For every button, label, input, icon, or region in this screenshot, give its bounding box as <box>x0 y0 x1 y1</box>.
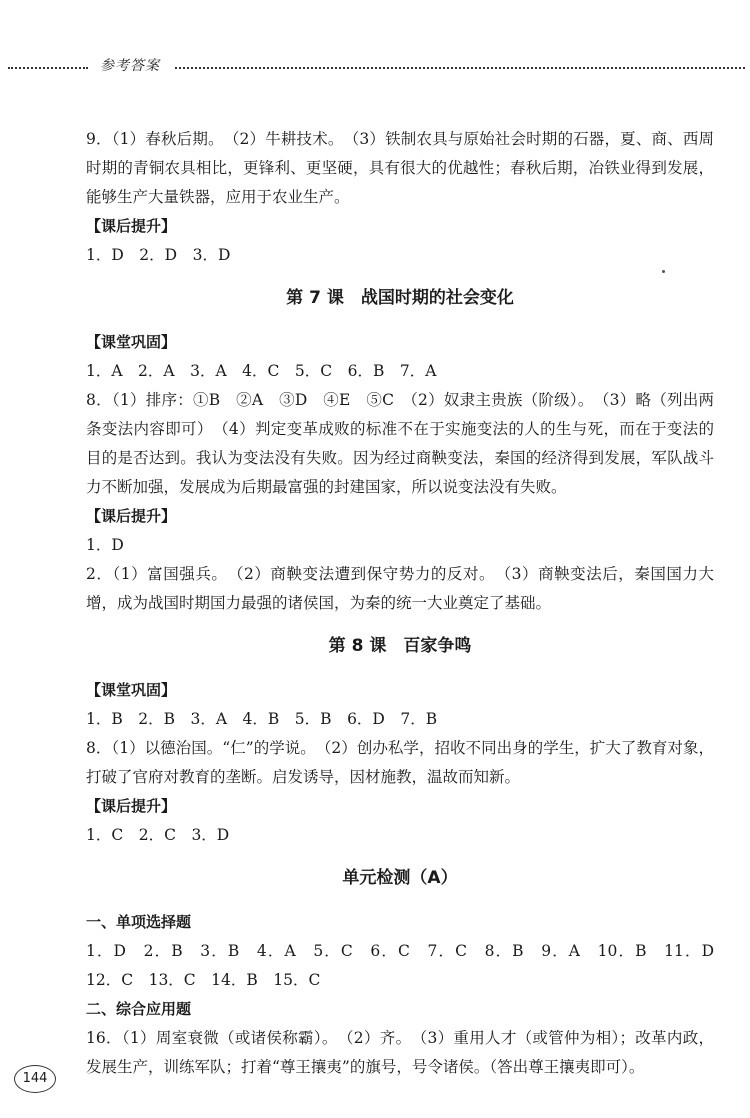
answer-paragraph: 8．（1）以德治国。“仁”的学说。 （2）创办私学，招收不同出身的学生，扩大了教育对象，打破了官府对教育的垄断。启发诱导，因材施教，温故而知新。 <box>86 739 714 786</box>
answer-paragraph: 1．D 2．B 3．B 4．A 5．C 6．C 7．C 8．B 9．A 10．B 11．D 12．C 13．C 14．B 15．C <box>86 942 730 989</box>
answer-line: 1．D 2．D 3．D <box>86 246 231 264</box>
answer-line: 1．A 2．A 3．A 4．C 5．C 6．B 7．A <box>86 362 437 380</box>
lesson-title: 第 8 课 百家争鸣 <box>328 636 472 656</box>
header-dotted-rule-right <box>175 67 745 69</box>
answer-content <box>86 125 730 1082</box>
answer-line: 1．D <box>86 536 124 554</box>
section-heading: 【课后提升】 <box>86 217 177 235</box>
header-title: 参考答案 <box>100 58 160 74</box>
section-heading: 【课后提升】 <box>86 507 177 525</box>
answer-line: 1．B 2．B 3．A 4．B 5．B 6．D 7．B <box>86 710 438 728</box>
answer-line: 1．C 2．C 3．D <box>86 826 230 844</box>
answer-paragraph: 8．（1）排序：①B ②A ③D ④E ⑤C （2）奴隶主贵族（阶级）。 （3）略（列出两条变法内容即可） （4）判定变革成败的标准不在于实施变法的人的生与死，而在于变法的目的是否达到。我认为变法没有失败。因为经过商鞅变法，秦国的经济得到发展，军队战斗力不断加强，发展成为后期最富强的封建国家，所以说变法没有失败。 <box>86 391 714 496</box>
section-heading: 一、单项选择题 <box>86 913 192 931</box>
section-heading: 二、综合应用题 <box>86 1000 192 1018</box>
lesson-title: 第 7 课 战国时期的社会变化 <box>286 288 514 308</box>
answer-paragraph: 16．（1）周室衰微（或诸侯称霸）。 （2）齐。 （3）重用人才（或管仲为相）；改革内政，发展生产，训练军队；打着“尊王攘夷”的旗号，号令诸侯。（答出尊王攘夷即可）。 <box>86 1029 714 1076</box>
header-dotted-rule-left <box>8 67 88 69</box>
lesson-title: 单元检测（A） <box>342 868 458 888</box>
page-header <box>0 55 750 75</box>
section-heading: 【课堂巩固】 <box>86 333 177 351</box>
page-number: 144 <box>14 1065 56 1093</box>
answer-paragraph: 2．（1）富国强兵。 （2）商鞅变法遭到保守势力的反对。 （3）商鞅变法后，秦国国力大增，成为战国时期国力最强的诸侯国，为秦的统一大业奠定了基础。 <box>86 565 714 612</box>
section-heading: 【课堂巩固】 <box>86 681 177 699</box>
section-heading: 【课后提升】 <box>86 797 177 815</box>
answer-paragraph: 9．（1）春秋后期。 （2）牛耕技术。 （3）铁制农具与原始社会时期的石器，夏、商、西周时期的青铜农具相比，更锋利、更坚硬，具有很大的优越性；春秋后期，冶铁业得到发展，能够生产大量铁器，应用于农业生产。 <box>86 130 714 206</box>
